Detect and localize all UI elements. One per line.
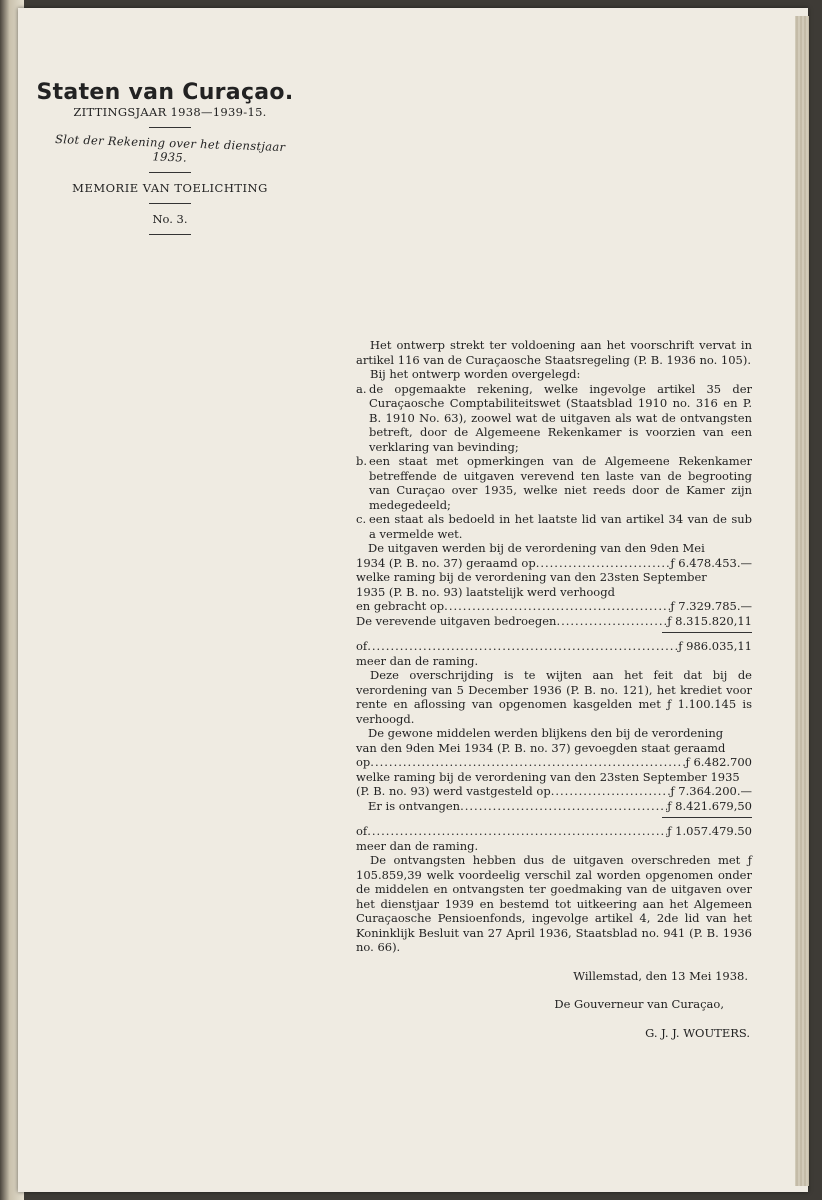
amount-row-estimated-revenue: op ..... ƒ 6.482.700: [356, 755, 752, 770]
signature: G. J. J. WOUTERS.: [645, 1025, 750, 1040]
amount-row-received: Er is ontvangen ..... ƒ 8.421.679,50: [356, 799, 752, 814]
paragraph-purpose: Het ontwerp strekt ter voldoening aan het voorschrift vervat in artikel 116 van de Curaçaosche Staatsregeling (P. B. 1936 no. 105).: [356, 338, 752, 367]
header-rule: [149, 127, 191, 128]
text-line: van den 9den Mei 1934 (P. B. no. 37) gevoegden staat geraamd: [356, 740, 726, 755]
text-line: welke raming bij de verordening van den 23sten September: [356, 570, 707, 584]
text-line: De gewone middelen werden blijkens den bij de verordening: [368, 726, 724, 740]
amount-value: ƒ 1.057.479.50: [667, 824, 752, 838]
amount-value: ƒ 8.315.820,11: [667, 613, 752, 628]
amount-row-overrun: of ..... ƒ 986.035,11: [356, 639, 752, 654]
paragraph-attachments-intro: Bij het ontwerp worden overgelegd:: [370, 367, 581, 381]
document-header: [36, 80, 295, 243]
text-line: welke raming bij de verordening van den 23sten September 1935: [356, 769, 740, 784]
document-subtitle: Slot der Rekening over het dienstjaar 1935.: [54, 131, 286, 165]
text-line: meer dan de raming.: [356, 838, 479, 853]
list-marker: c.: [356, 512, 367, 526]
list-marker: b.: [356, 454, 368, 468]
header-rule: [149, 234, 191, 235]
text-line: De uitgaven werden bij de verordening van den 9den Mei: [368, 541, 705, 555]
document-number: No. 3.: [152, 212, 188, 226]
header-rule: [149, 203, 191, 204]
amount-value: ƒ 6.482.700: [685, 755, 752, 769]
amount-value: ƒ 8.421.679,50: [667, 798, 752, 813]
amount-value: ƒ 986.035,11: [678, 639, 752, 653]
list-item-c: [356, 512, 752, 541]
page-edges: [795, 16, 809, 1186]
list-text: de opgemaakte rekening, welke ingevolge artikel 35 der Curaçaosche Comptabiliteitswet (Staatsblad 1910 no. 316 en P. B. 1910 No. 63), zoowel wat de uitgaven als wat de ontvangsten betreft, door de Algemeene Rekenkamer is voorzien van een verklaring van bevinding;: [369, 381, 752, 454]
amount-value: ƒ 6.478.453.—: [670, 555, 752, 570]
list-text: een staat met opmerkingen van de Algemeene Rekenkamer betreffende de uitgaven verevend ten laste van de begrooting van Curaçao over 1935, welke niet reeds door de Kamer zijn medegedeeld;: [369, 454, 752, 512]
header-rule: [149, 172, 191, 173]
text-line: 1935 (P. B. no. 93) laatstelijk werd verhoogd: [356, 584, 615, 599]
amount-row-raised-expenses: en gebracht op ..... ƒ 7.329.785.—: [356, 599, 752, 614]
list-marker: a.: [356, 381, 367, 396]
amount-row-fixed-revenue: (P. B. no. 93) werd vastgesteld op ..... ƒ 7.364.200.—: [356, 784, 752, 799]
sum-rule: [662, 632, 752, 633]
amount-row-estimated-expenses: 1934 (P. B. no. 37) geraamd op ..... ƒ 6.478.453.—: [356, 556, 752, 571]
sum-rule: [662, 817, 752, 818]
signatory-office: De Gouverneur van Curaçao,: [554, 997, 724, 1011]
list-item-b: [356, 454, 752, 512]
amount-value: ƒ 7.329.785.—: [670, 599, 752, 613]
document-title: Staten van Curaçao.: [36, 80, 294, 105]
text-line: meer dan de raming.: [356, 653, 479, 668]
paragraph-overrun-explanation: Deze overschrijding is te wijten aan het feit dat bij de verordening van 5 December 1936 (P. B. no. 121), het krediet voor rente en aflossing van opgenomen kasgelden met ƒ 1.100.145 is verhoogd.: [356, 668, 752, 726]
list-item-a: [356, 382, 752, 455]
amount-row-settled-expenses: De verevende uitgaven bedroegen ..... ƒ 8.315.820,11: [356, 614, 752, 629]
list-text: een staat als bedoeld in het laatste lid van artikel 34 van de sub a vermelde wet.: [369, 512, 752, 541]
paragraph-surplus-allocation: De ontvangsten hebben dus de uitgaven overschreden met ƒ 105.859,39 welk voordeelig verschil zal worden opgenomen onder de middelen en ontvangsten ter goedmaking van de uitgaven over het dienstjaar 1939 en bestemd tot uitkeering aan het Algemeen Curaçaosche Pensioenfonds, ingevolge artikel 4, 2de lid van het Koninklijk Besluit van 27 April 1936, Staatsblad no. 941 (P. B. 1936 no. 66).: [356, 853, 752, 954]
place-date: Willemstad, den 13 Mei 1938.: [573, 968, 748, 983]
document-type: MEMORIE VAN TOELICHTING: [72, 181, 268, 195]
session-line: ZITTINGSJAAR 1938—1939-15.: [73, 105, 267, 119]
amount-row-surplus: of ..... ƒ 1.057.479.50: [356, 824, 752, 839]
amount-value: ƒ 7.364.200.—: [670, 784, 752, 798]
memorie-body: [356, 338, 752, 1040]
